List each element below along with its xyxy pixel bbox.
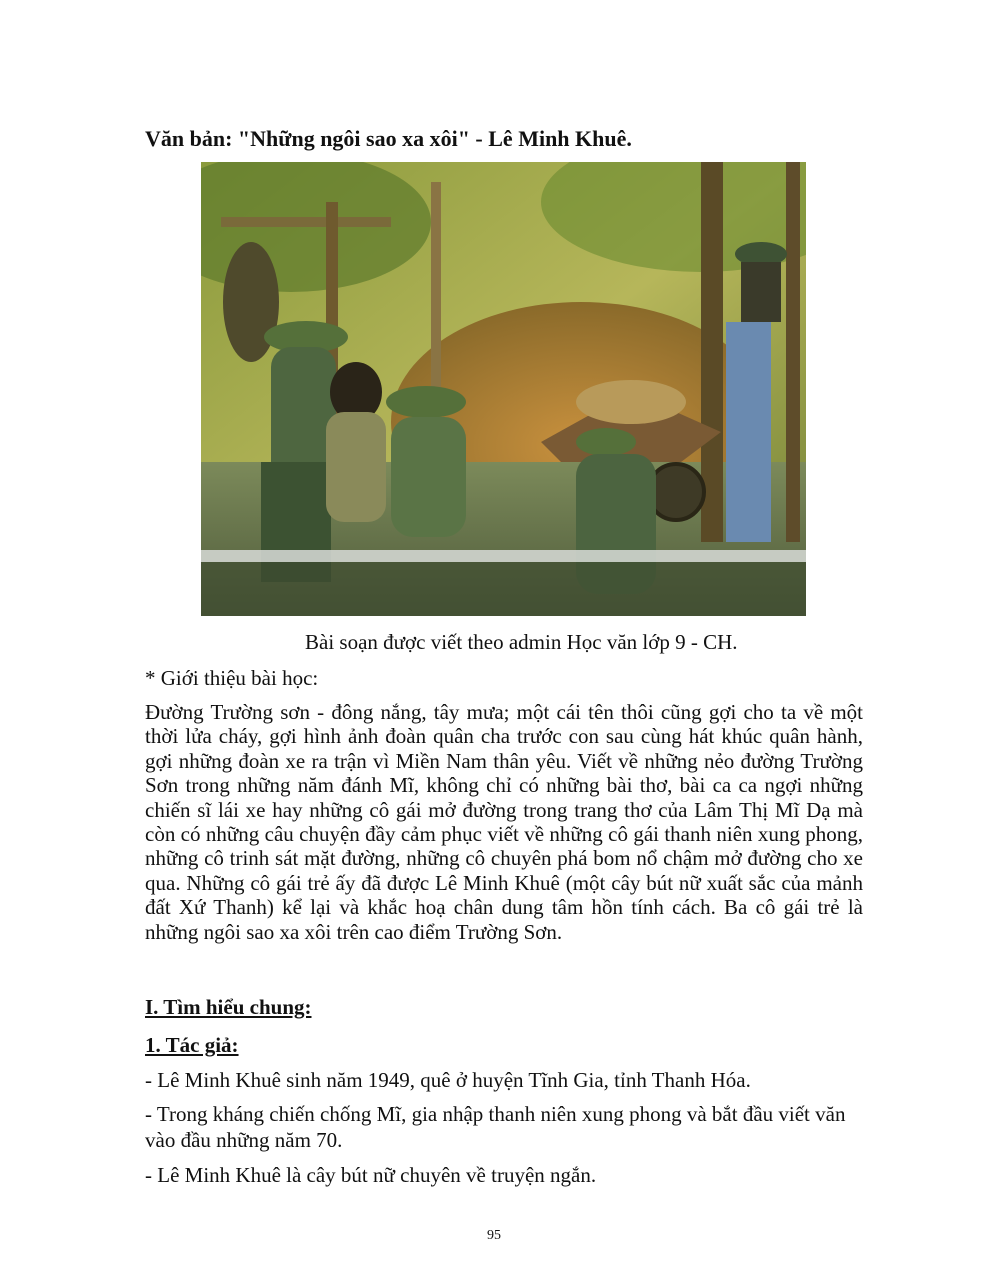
page-title: Văn bản: "Những ngôi sao xa xôi" - Lê Minh Khuê. — [145, 126, 632, 151]
section-heading-general: I. Tìm hiểu chung: — [145, 995, 312, 1019]
intro-heading: * Giới thiệu bài học: — [145, 666, 319, 690]
photo-caption: Bài soạn được viết theo admin Học văn lớp 9 - CH. — [305, 630, 738, 654]
diorama-illustration — [201, 162, 806, 616]
subsection-heading-author: 1. Tác giả: — [145, 1033, 239, 1057]
museum-diorama-photo — [201, 162, 806, 616]
bullet-item: - Lê Minh Khuê là cây bút nữ chuyên về truyện ngắn. — [145, 1163, 597, 1187]
intro-paragraph: Đường Trường sơn - đông nắng, tây mưa; một cái tên thôi cũng gợi cho ta về một thời lửa cháy, gợi hình ảnh đoàn quân cha trước con sau cùng hát khúc quân hành, gợi những đoàn xe ra trận vì Miền Nam thân yêu. Viết về những nẻo đường Trường Sơn trong những năm đánh Mĩ, không chỉ có những bài thơ, bài ca ca ngợi những chiến sĩ lái xe hay những cô gái mở đường trong trang thơ của Lâm Thị Mĩ Dạ mà còn có những câu chuyện đầy cảm phục viết về những cô gái thanh niên xung phong, những cô trinh sát mặt đường, những cô chuyên phá bom nổ chậm mở đường cho xe qua. Những cô gái trẻ ấy đã được Lê Minh Khuê (một cây bút nữ xuất sắc của mảnh đất Xứ Thanh) kể lại và khắc hoạ chân dung tâm hồn tính cách. Ba cô gái trẻ là những ngôi sao xa xôi trên cao điểm Trường Sơn. — [145, 700, 863, 944]
bullet-item: - Lê Minh Khuê sinh năm 1949, quê ở huyện Tĩnh Gia, tỉnh Thanh Hóa. — [145, 1068, 751, 1092]
page-number: 95 — [487, 1228, 501, 1243]
bullet-item: - Trong kháng chiến chống Mĩ, gia nhập thanh niên xung phong và bắt đầu viết văn vào đầu những năm 70. — [145, 1102, 846, 1152]
